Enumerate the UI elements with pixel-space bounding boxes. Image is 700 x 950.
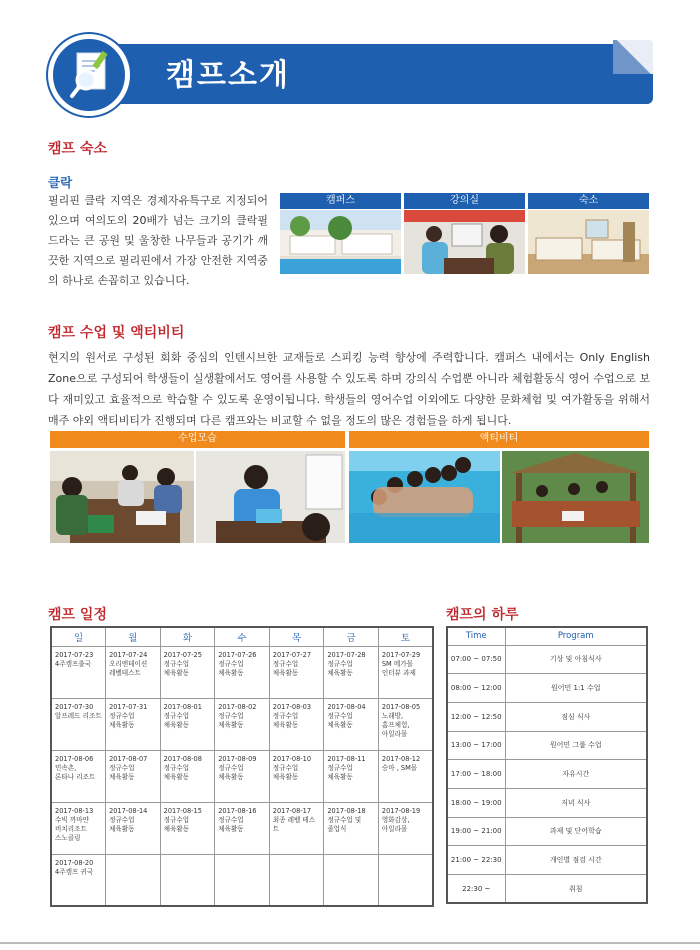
schedule-table <box>50 626 434 907</box>
schedule-activity: 영화감상, <box>381 815 410 824</box>
schedule-day-cell <box>269 646 324 698</box>
schedule-date: 2017-08-18 <box>327 806 366 815</box>
accommodation-heading: 캠프 숙소 <box>48 141 107 157</box>
weekday-wed: 수 <box>215 627 270 646</box>
schedule-activity: 체육활동 <box>327 668 353 677</box>
schedule-day-cell <box>106 854 161 906</box>
document-magnifier-icon <box>67 49 113 101</box>
weekday-mon: 월 <box>106 627 161 646</box>
daily-program-table <box>446 626 648 904</box>
daily-row <box>447 788 647 817</box>
schedule-activity: 인터뷰 과제 <box>381 668 416 677</box>
schedule-date: 2017-08-14 <box>109 806 148 815</box>
schedule-date: 2017-08-11 <box>327 754 366 763</box>
schedule-date: 2017-07-26 <box>218 650 257 659</box>
schedule-day-cell <box>215 646 270 698</box>
schedule-activity: 체육활동 <box>109 772 135 781</box>
schedule-day-cell <box>106 646 161 698</box>
schedule-activity: 정규수업 <box>272 763 299 772</box>
schedule-day-cell <box>160 646 215 698</box>
schedule-date: 2017-07-25 <box>163 650 202 659</box>
daily-program: 원어민 그룹 수업 <box>505 731 647 760</box>
schedule-date: 2017-08-06 <box>55 754 94 763</box>
page-title: 캠프소개 <box>166 58 290 93</box>
schedule-date: 2017-08-07 <box>109 754 148 763</box>
schedule-day-cell <box>378 802 433 854</box>
schedule-date: 2017-08-05 <box>381 702 421 711</box>
daily-heading: 캠프의 하루 <box>446 607 519 623</box>
schedule-day-cell <box>51 646 106 698</box>
schedule-day-cell <box>160 802 215 854</box>
schedule-activity: 정규수업 <box>109 711 135 720</box>
schedule-day-cell <box>106 750 161 802</box>
schedule-activity: 4주캠프 귀국 <box>55 867 94 876</box>
campus-photo <box>280 210 401 274</box>
schedule-date: 2017-08-10 <box>272 754 312 763</box>
schedule-activity: 체육활동 <box>272 720 299 729</box>
accommodation-location: 클락 <box>48 175 73 190</box>
class-photo-2 <box>196 451 345 543</box>
daily-col-program: Program <box>505 627 647 645</box>
schedule-date: 2017-08-19 <box>381 806 421 815</box>
schedule-activity: 비치리조트 <box>55 824 87 833</box>
schedule-day-cell <box>106 802 161 854</box>
schedule-activity: 정규수업 <box>272 711 299 720</box>
daily-program: 원어민 1:1 수업 <box>505 674 647 703</box>
schedule-day-cell <box>160 750 215 802</box>
schedule-header-row <box>51 627 433 646</box>
schedule-day-cell <box>51 802 106 854</box>
schedule-week-row <box>51 698 433 750</box>
schedule-date: 2017-08-08 <box>163 754 202 763</box>
schedule-day-cell <box>160 854 215 906</box>
schedule-date: 2017-08-02 <box>218 702 257 711</box>
weekday-thu: 목 <box>269 627 324 646</box>
daily-row <box>447 875 647 904</box>
schedule-week-row <box>51 854 433 906</box>
schedule-activity: 정규수업 <box>218 711 244 720</box>
schedule-date: 2017-07-30 <box>55 702 94 711</box>
schedule-day-cell <box>215 802 270 854</box>
schedule-date: 2017-07-28 <box>327 650 366 659</box>
schedule-activity: 체육활동 <box>218 668 244 677</box>
schedule-activity: 정규수업 <box>327 711 353 720</box>
schedule-day-cell <box>51 854 106 906</box>
page-bottom-rule <box>0 942 700 944</box>
activity-photo-2 <box>502 451 649 543</box>
daily-row <box>447 731 647 760</box>
schedule-day-cell <box>324 802 379 854</box>
schedule-activity: 체육활동 <box>163 720 190 729</box>
schedule-activity: 졸업식 <box>327 824 347 833</box>
schedule-activity: 체육활동 <box>327 720 353 729</box>
schedule-date: 2017-08-15 <box>163 806 202 815</box>
schedule-activity: 정규수업 및 <box>327 815 362 824</box>
daily-time: 17:00 ~ 18:00 <box>447 760 505 789</box>
daily-time: 07:00 ~ 07:50 <box>447 645 505 674</box>
daily-program: 점심 식사 <box>505 702 647 731</box>
schedule-activity: 정규수업 <box>163 815 190 824</box>
schedule-activity: 론타나 리조트 <box>55 772 96 781</box>
schedule-activity: 정규수업 <box>218 815 244 824</box>
schedule-activity: 정규수업 <box>218 763 244 772</box>
daily-time: 22:30 ~ <box>447 875 505 904</box>
daily-row <box>447 645 647 674</box>
schedule-date: 2017-07-31 <box>109 702 148 711</box>
daily-program: 저녁 식사 <box>505 788 647 817</box>
schedule-day-cell <box>269 854 324 906</box>
daily-time: 21:00 ~ 22:30 <box>447 846 505 875</box>
schedule-day-cell <box>378 646 433 698</box>
daily-program: 개인별 점검 시간 <box>505 846 647 875</box>
schedule-activity: 체육활동 <box>163 668 190 677</box>
schedule-date: 2017-08-17 <box>272 806 312 815</box>
schedule-date: 2017-08-13 <box>55 806 94 815</box>
schedule-activity: 정규수업 <box>218 659 244 668</box>
schedule-activity: 체육활동 <box>109 720 135 729</box>
schedule-day-cell <box>378 750 433 802</box>
schedule-day-cell <box>106 698 161 750</box>
schedule-activity: 아일라몰 <box>381 729 408 738</box>
schedule-activity: 오리엔테이션 <box>109 659 148 668</box>
schedule-day-cell <box>269 750 324 802</box>
schedule-activity: 정규수업 <box>163 659 190 668</box>
schedule-date: 2017-08-16 <box>218 806 257 815</box>
weekday-sun: 일 <box>51 627 106 646</box>
schedule-date: 2017-07-24 <box>109 650 148 659</box>
schedule-date: 2017-07-29 <box>381 650 421 659</box>
daily-program: 과제 및 단어학습 <box>505 817 647 846</box>
schedule-activity: 정규수업 <box>163 711 190 720</box>
schedule-activity: 민속촌, <box>55 763 77 772</box>
schedule-activity: 체육활동 <box>109 824 135 833</box>
schedule-day-cell <box>324 698 379 750</box>
daily-col-time: Time <box>447 627 505 645</box>
activity-photo-1 <box>349 451 500 543</box>
daily-time: 08:00 ~ 12:00 <box>447 674 505 703</box>
classes-heading: 캠프 수업 및 액티비티 <box>48 325 185 341</box>
weekday-sat: 토 <box>378 627 433 646</box>
schedule-day-cell <box>324 646 379 698</box>
schedule-day-cell <box>324 854 379 906</box>
schedule-activity: 4주캠프출국 <box>55 659 92 668</box>
daily-program: 취침 <box>505 875 647 904</box>
schedule-activity: 홈프체험, <box>381 720 410 729</box>
schedule-day-cell <box>160 698 215 750</box>
header-banner <box>48 40 653 106</box>
schedule-date: 2017-07-27 <box>272 650 312 659</box>
photo-label-class: 수업모습 <box>50 431 345 448</box>
schedule-day-cell <box>269 802 324 854</box>
daily-program: 자유시간 <box>505 760 647 789</box>
schedule-activity: 스노클링 <box>55 833 81 842</box>
schedule-activity: 수빅 까마얀 <box>55 815 89 824</box>
photo-label-activity: 액티비티 <box>349 431 649 448</box>
schedule-activity: 아일라몰 <box>381 824 408 833</box>
photo-label-classroom: 강의실 <box>404 193 525 209</box>
schedule-day-cell <box>215 750 270 802</box>
daily-program: 기상 및 아침식사 <box>505 645 647 674</box>
schedule-day-cell <box>51 750 106 802</box>
schedule-activity: 체육활동 <box>218 720 244 729</box>
schedule-activity: 체육활동 <box>163 824 190 833</box>
schedule-activity: SM 메가몰 <box>381 659 413 668</box>
schedule-week-row <box>51 646 433 698</box>
schedule-activity: 레벨테스트 <box>109 668 141 677</box>
banner-icon-circle <box>48 34 130 116</box>
weekday-tue: 화 <box>160 627 215 646</box>
class-photo-1 <box>50 451 194 543</box>
daily-row <box>447 702 647 731</box>
schedule-activity: 체육활동 <box>218 824 244 833</box>
daily-time: 12:00 ~ 12:50 <box>447 702 505 731</box>
schedule-activity: 노래방, <box>381 711 404 720</box>
daily-row <box>447 760 647 789</box>
schedule-activity: 체육활동 <box>272 772 299 781</box>
schedule-activity: 정규수업 <box>327 763 353 772</box>
weekday-fri: 금 <box>324 627 379 646</box>
schedule-day-cell <box>378 854 433 906</box>
schedule-day-cell <box>215 854 270 906</box>
daily-time: 19:00 ~ 21:00 <box>447 817 505 846</box>
classes-description: 현지의 원서로 구성된 회화 중심의 인텐시브한 교재들로 스피킹 능력 향상에 주력합니다. 캠퍼스 내에서는 Only English Zone으로 구성되어 학생들이 실생활에서도 영어를 사용할 수 있도록 하며 강의식 수업뿐 아니라 체험활동식 영어 수업으로 보다 재미있고 효율적으로 학습할 수 있도록 운영이됩니다. 학생들의 영어수업 이외에도 다양한 문화체험 및 여가활동을 위해서 매주 야외 액티비티가 진행되며 다른 캠프와는 비교할 수 없을 정도의 많은 경험들을 하게 됩니다. <box>48 351 650 427</box>
dormitory-photo <box>528 210 649 274</box>
daily-header-row <box>447 627 647 645</box>
page-curl <box>613 40 653 74</box>
photo-label-campus: 캠퍼스 <box>280 193 401 209</box>
classroom-photo <box>404 210 525 274</box>
schedule-day-cell <box>324 750 379 802</box>
schedule-heading: 캠프 일정 <box>48 607 107 623</box>
schedule-date: 2017-08-03 <box>272 702 312 711</box>
schedule-activity: 정규수업 <box>163 763 190 772</box>
schedule-date: 2017-08-12 <box>381 754 421 763</box>
schedule-activity: 승마 , SM몰 <box>381 763 418 772</box>
schedule-date: 2017-08-01 <box>163 702 202 711</box>
schedule-week-row <box>51 750 433 802</box>
accommodation-description: 필리핀 클락 지역은 경제자유특구로 지정되어 있으며 여의도의 20배가 넘는 크기의 클락필드라는 큰 공원 및 울창한 나무들과 공기가 깨끗한 지역으로 필리핀에서 가장 안전한 지역중의 하나로 손꼽히고 있습니다. <box>48 194 268 287</box>
schedule-activity: 정규수업 <box>109 815 135 824</box>
schedule-date: 2017-08-04 <box>327 702 366 711</box>
schedule-day-cell <box>269 698 324 750</box>
schedule-week-row <box>51 802 433 854</box>
schedule-activity: 체육활동 <box>163 772 190 781</box>
schedule-day-cell <box>215 698 270 750</box>
daily-row <box>447 846 647 875</box>
daily-time: 13:00 ~ 17:00 <box>447 731 505 760</box>
schedule-date: 2017-08-20 <box>55 858 94 867</box>
daily-row <box>447 674 647 703</box>
daily-row <box>447 817 647 846</box>
schedule-day-cell <box>51 698 106 750</box>
schedule-activity: 체육활동 <box>218 772 244 781</box>
daily-time: 18:00 ~ 19:00 <box>447 788 505 817</box>
schedule-activity: 정규수업 <box>327 659 353 668</box>
schedule-activity: 체육활동 <box>327 772 353 781</box>
schedule-activity: 알프레드 리조트 <box>55 711 102 720</box>
schedule-date: 2017-07-23 <box>55 650 94 659</box>
schedule-activity: 정규수업 <box>109 763 135 772</box>
schedule-date: 2017-08-09 <box>218 754 257 763</box>
schedule-day-cell <box>378 698 433 750</box>
photo-label-dormitory: 숙소 <box>528 193 649 209</box>
schedule-activity: 정규수업 <box>272 659 299 668</box>
banner-bar <box>70 44 653 104</box>
schedule-activity: 체육활동 <box>272 668 299 677</box>
schedule-activity: 최종 레벨 테스트 <box>272 815 316 833</box>
